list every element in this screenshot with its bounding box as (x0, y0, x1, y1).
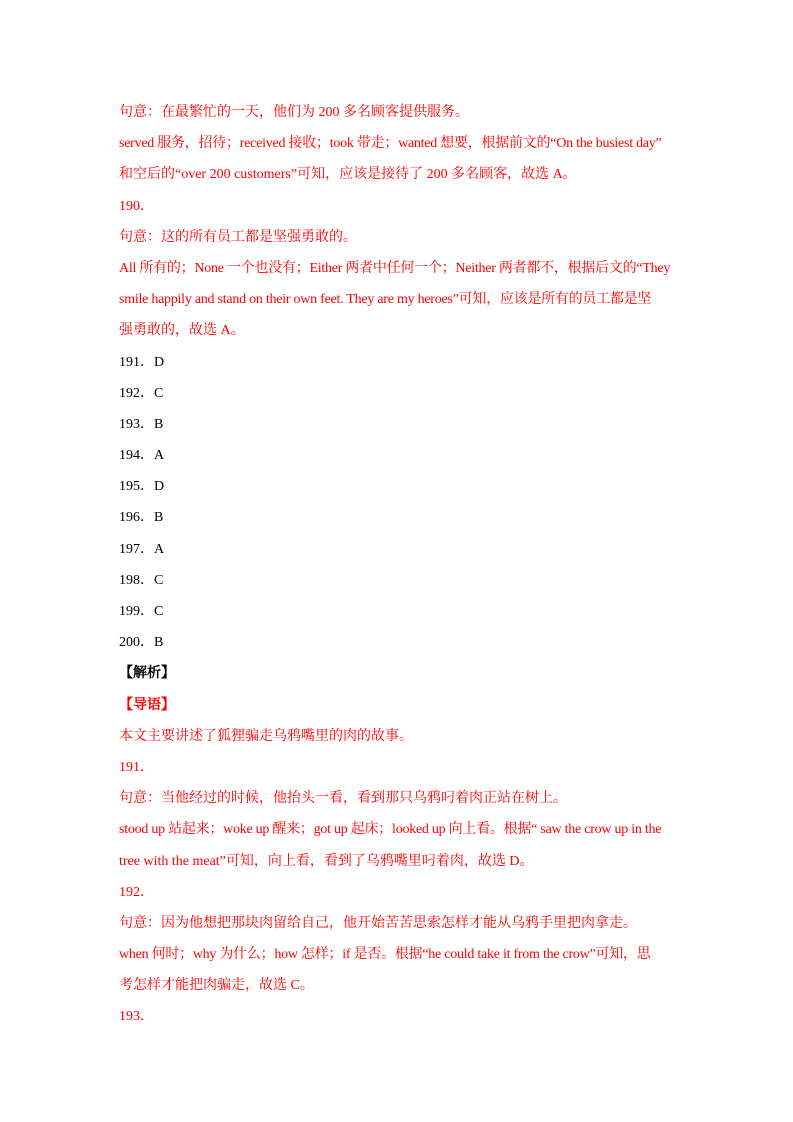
sentence-meaning-190: 句意：这的所有员工都是坚强勇敢的。 (119, 229, 357, 245)
explanation-190-line-2: smile happily and stand on their own feet. They are my heroes”可知，应该是所有的员工都是坚 (119, 292, 652, 308)
question-number-192: 192． (119, 884, 154, 900)
sentence-meaning-189: 句意：在最繁忙的一天，他们为 200 多名顾客提供服务。 (119, 105, 469, 120)
question-number-191: 191． (119, 759, 154, 775)
answer-item: 196．B (119, 510, 164, 526)
sentence-meaning-191: 句意：当他经过的时候，他抬头一看，看到那只乌鸦叼着肉正站在树上。 (119, 791, 567, 807)
answer-item: 192．C (119, 385, 164, 401)
explanation-190-line-1: All 所有的；None 一个也没有；Either 两者中任何一个；Neither 两者都不，根据后文的“They (119, 260, 671, 276)
answer-item: 198．C (119, 572, 164, 588)
document-page (119, 97, 679, 1033)
question-number-193: 193． (119, 1009, 154, 1025)
sentence-meaning-192: 句意：因为他想把那块肉留给自己，他开始苦苦思索怎样才能从乌鸦手里把肉拿走。 (119, 915, 637, 931)
explanation-189-line-2: 和空后的“over 200 customers”可知，应该是接待了 200 多名顾客，故选 A。 (119, 167, 577, 183)
explanation-189-line-1: served 服务，招待；received 接收；took 带走；wanted 想要，根据前文的“On the busiest day” (119, 136, 662, 152)
section-heading-analysis: 【解析】 (119, 666, 175, 682)
explanation-191-line-2: tree with the meat”可知，向上看，看到了乌鸦嘴里叼着肉，故选 D。 (119, 853, 534, 869)
explanation-192-line-1: when 何时；why 为什么；how 怎样；if 是否。根据“he could take it from the crow”可知，思 (119, 947, 651, 963)
guide-text: 本文主要讲述了狐狸骗走乌鸦嘴里的肉的故事。 (119, 728, 413, 744)
answer-item: 200．B (119, 635, 164, 651)
answer-item: 195．D (119, 479, 165, 495)
section-heading-guide: 【导语】 (119, 697, 175, 713)
question-number-190: 190． (119, 198, 154, 214)
answer-item: 197．A (119, 541, 165, 557)
explanation-191-line-1: stood up 站起来；woke up 醒来；got up 起床；looked up 向上看。根据“ saw the crow up in the (119, 822, 662, 838)
answer-item: 199．C (119, 604, 164, 619)
answer-item: 193．B (119, 416, 164, 432)
answer-item: 194．A (119, 448, 165, 464)
explanation-192-line-2: 考怎样才能把肉骗走，故选 C。 (119, 978, 314, 994)
explanation-190-line-3: 强勇敢的，故选 A。 (119, 323, 245, 339)
answer-item: 191．D (119, 354, 165, 370)
